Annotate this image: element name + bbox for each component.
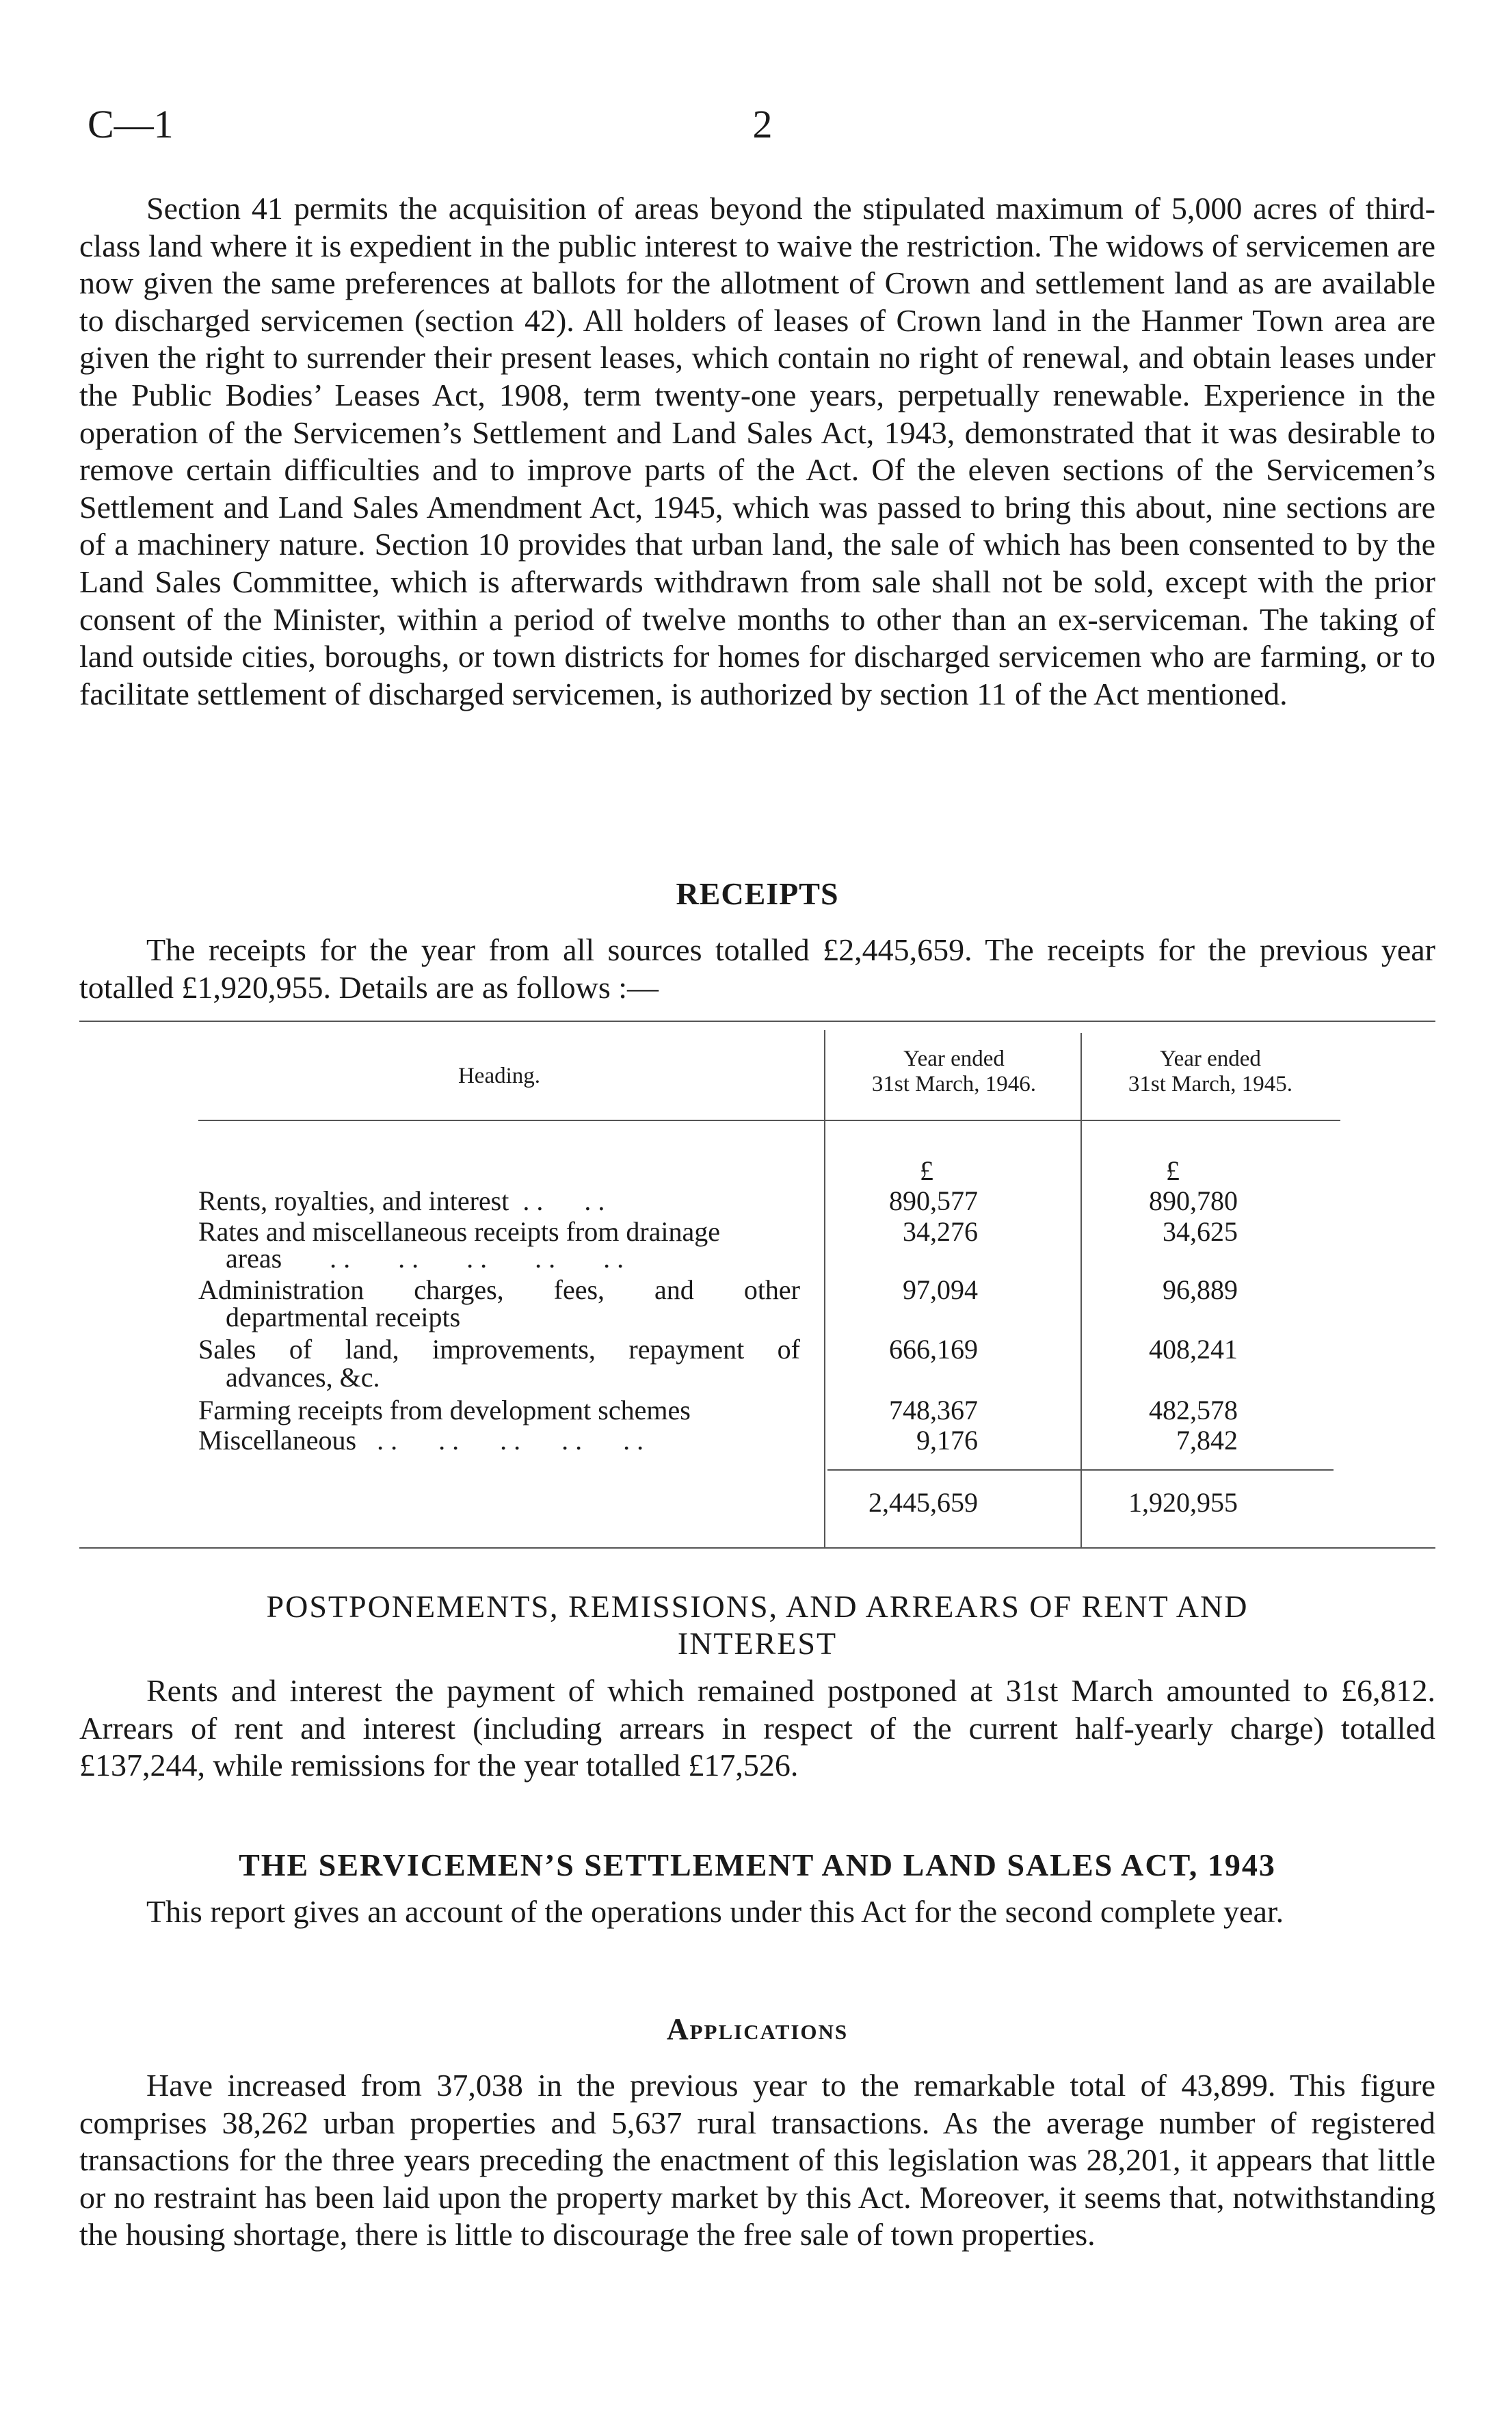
row-value-1945: 408,241	[1149, 1334, 1238, 1365]
row-value-1946: 34,276	[903, 1216, 978, 1247]
applications-paragraph: Have increased from 37,038 in the previous year to the remarkable total of 43,899. This figure comprises 38,262 urban properties and 5,637 rural transactions. As the average number of registered transactions for the three years preceding the enactment of this legislation was 28,201, it appears that little or no restraint has been laid upon the property market by this Act. Moreover, it seems that, notwithstanding the housing shortage, there is little to discourage the free sale of town properties.	[79, 2068, 1435, 2252]
row-label: Farming receipts from development schemes	[198, 1395, 691, 1425]
col2-heading-line1: Year ended	[1160, 1047, 1261, 1071]
row-value-1945: 34,625	[1163, 1216, 1238, 1247]
row-label-continuation: departmental receipts	[226, 1302, 461, 1332]
act-heading: THE SERVICEMEN’S SETTLEMENT AND LAND SALES ACT, 1943	[239, 1848, 1276, 1882]
row-leader: . . . . . . . . . .	[356, 1425, 644, 1456]
receipts-paragraph: The receipts for the year from all sources totalled £2,445,659. The receipts for the previous year totalled £1,920,955. Details are as follows :—	[79, 932, 1435, 1005]
row-label: Administration charges, fees, and other	[198, 1274, 800, 1305]
row-value-1946: 890,577	[889, 1185, 978, 1216]
row-label: Rates and miscellaneous receipts from drainage	[198, 1216, 721, 1247]
table-row	[198, 1395, 1340, 1428]
row-value-1945: 7,842	[1176, 1425, 1238, 1456]
row-value-1945: 890,780	[1149, 1185, 1238, 1216]
act-paragraph: This report gives an account of the operations under this Act for the second complete year.	[146, 1894, 1284, 1929]
receipts-heading: RECEIPTS	[676, 876, 839, 911]
col2-heading-line2: 31st March, 1945.	[1128, 1072, 1293, 1096]
page-number: 2	[752, 102, 773, 146]
currency-symbol: £	[1166, 1155, 1180, 1186]
row-label: Miscellaneous	[198, 1425, 357, 1456]
table-col1-heading	[834, 1047, 1074, 1097]
row-value-1946: 97,094	[903, 1274, 978, 1305]
table-top-rule	[79, 1021, 1435, 1022]
postponements-paragraph: Rents and interest the payment of which remained postponed at 31st March amounted to £6,812. Arrears of rent and interest (including arrears in respect of the current half-yearly charge) totalled £137,244, while remissions for the year totalled £17,526.	[79, 1673, 1435, 1783]
total-value-1945: 1,920,955	[1128, 1487, 1238, 1518]
table-header-rule	[198, 1120, 1340, 1121]
row-label: Rents, royalties, and interest	[198, 1185, 509, 1216]
postponements-heading	[79, 1588, 1435, 1662]
row-value-1946: 9,176	[916, 1425, 978, 1456]
table-bottom-rule	[79, 1547, 1435, 1549]
row-label-continuation: areas . . . . . . . . . .	[226, 1243, 624, 1274]
table-total-rule	[827, 1469, 1334, 1471]
table-total-row	[198, 1488, 1340, 1521]
table-col2-heading	[1087, 1047, 1334, 1097]
row-value-1945: 482,578	[1149, 1395, 1238, 1425]
row-value-1946: 666,169	[889, 1334, 978, 1365]
running-head	[0, 101, 1512, 146]
postponements-heading-line1: POSTPONEMENTS, REMISSIONS, AND ARREARS OF RENT AND	[266, 1589, 1249, 1624]
row-leader: . . . .	[509, 1185, 605, 1216]
table-col-heading: Heading.	[457, 1064, 541, 1088]
table-row	[198, 1425, 1340, 1458]
col1-heading-line2: 31st March, 1946.	[871, 1072, 1037, 1096]
row-label: Sales of land, improvements, repayment of	[198, 1334, 800, 1365]
row-value-1945: 96,889	[1163, 1274, 1238, 1305]
row-label-continuation: advances, &c.	[226, 1362, 380, 1393]
currency-symbol: £	[920, 1155, 933, 1186]
row-value-1946: 748,367	[889, 1395, 978, 1425]
table-row	[198, 1186, 1340, 1219]
intro-paragraph: Section 41 permits the acquisition of areas beyond the stipulated maximum of 5,000 acres of third-class land where it is expedient in the public interest to waive the restriction. The widows of servicemen are now given the same preferences at ballots for the allotment of Crown and settlement land as are available to discharged servicemen (section 42). All holders of leases of Crown land in the Hanmer Town area are given the right to surrender their present leases, which contain no right of renewal, and obtain leases under the Public Bodies’ Leases Act, 1908, term twenty-one years, perpetually renewable. Experience in the operation of the Servicemen’s Settlement and Land Sales Act, 1943, demonstrated that it was desirable to remove certain difficulties and to improve parts of the Act. Of the eleven sections of the Servicemen’s Settlement and Land Sales Amendment Act, 1945, which was passed to bring this about, nine sections are of a machinery nature. Section 10 provides that urban land, the sale of which has been consented to by the Land Sales Committee, which is afterwards withdrawn from sale shall not be sold, except with the prior consent of the Minister, within a period of twelve months to other than an ex-serviceman. The taking of land outside cities, boroughs, or town districts for homes for discharged servicemen who are farming, or to facilitate settlement of discharged servicemen, is authorized by section 11 of the Act mentioned.	[79, 191, 1435, 711]
section-code: C—1	[88, 102, 174, 146]
table-currency-row	[198, 1156, 1340, 1189]
col1-heading-line1: Year ended	[903, 1047, 1005, 1071]
applications-heading: Applications	[666, 2012, 849, 2046]
postponements-heading-line2: INTEREST	[677, 1626, 838, 1661]
total-value-1946: 2,445,659	[868, 1487, 978, 1518]
